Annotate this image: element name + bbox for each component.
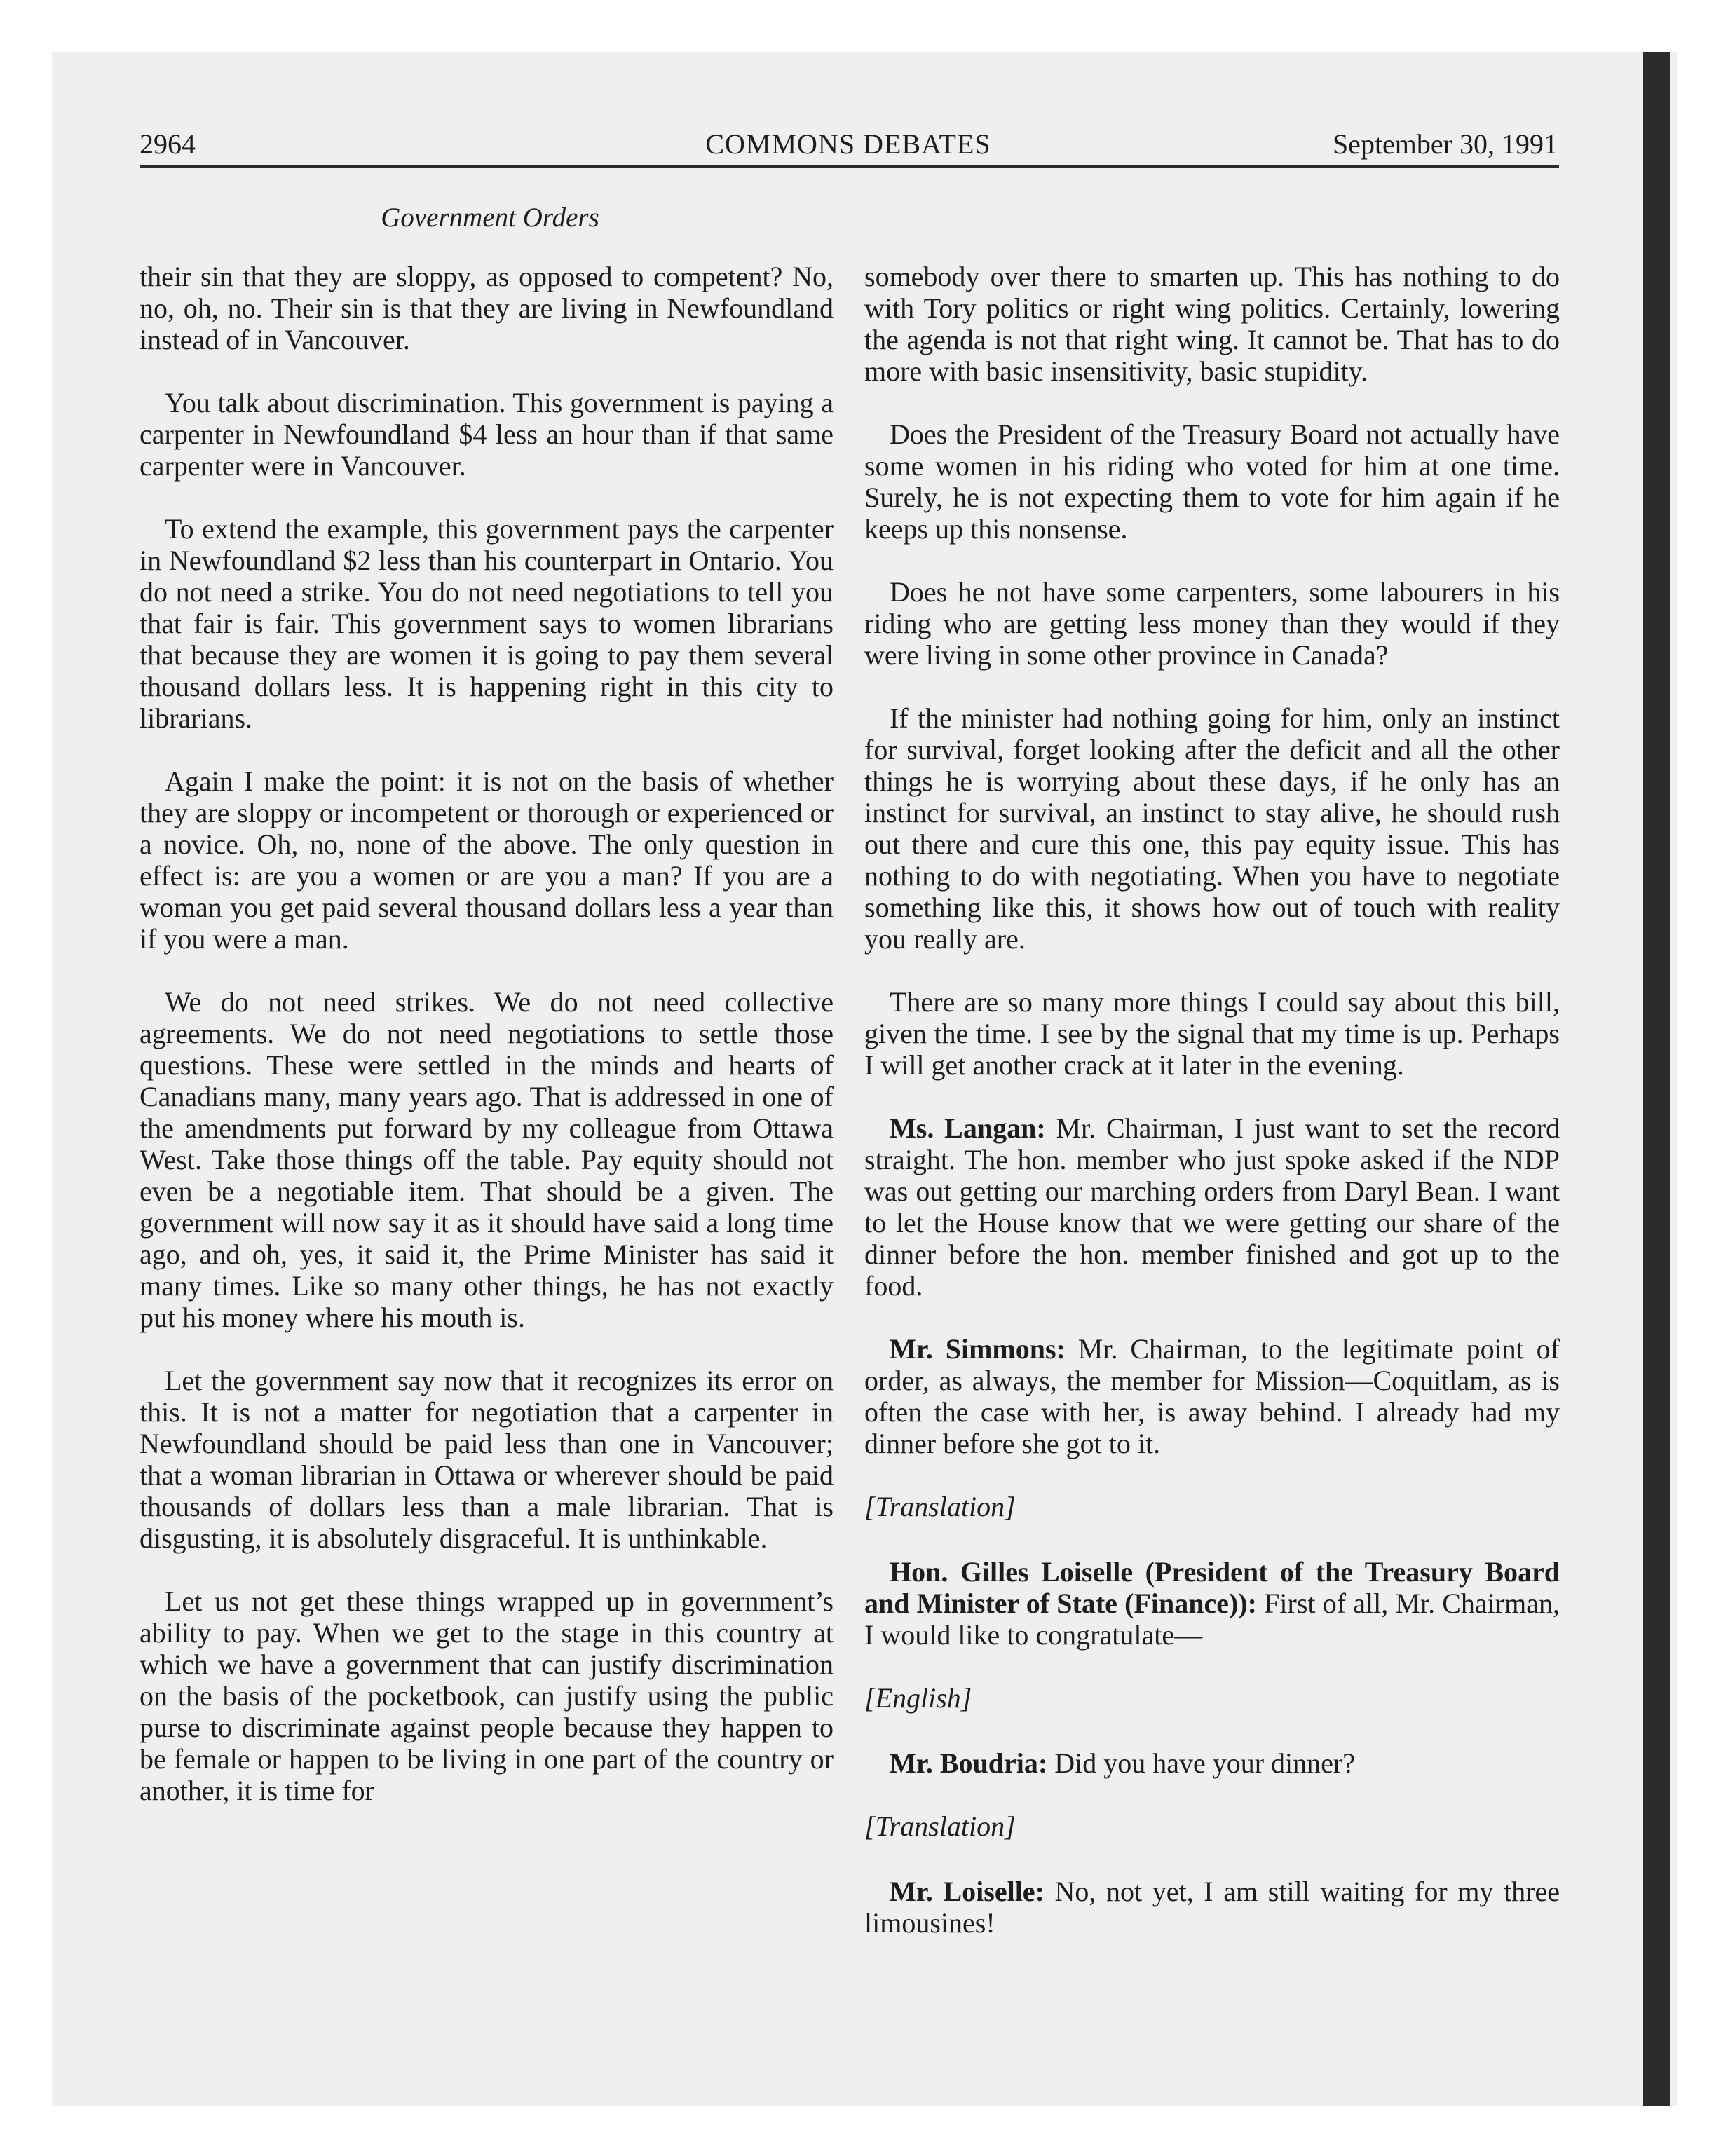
speech-text: Mr. Chairman, to the legitimate point of order, as always, the member for Mission—Coquitlam, as is often the case with her, is away behind. I already had my dinner before she got to it. (864, 1333, 1560, 1459)
paragraph: Does the President of the Treasury Board not actually have some women in his riding who voted for him at one time. Surely, he is not expecting them to vote for him again if he keeps up this nonsense. (864, 418, 1560, 545)
speech-text: First of all, Mr. Chairman, I would like to congratulate— (864, 1588, 1560, 1651)
right-column (864, 261, 1560, 1970)
speech-simmons (864, 1333, 1560, 1459)
paragraph: Let the government say now that it recognizes its error on this. It is not a matter for negotiation that a carpenter in Newfoundland should be paid less than one in Vancouver; that a woman librarian in Ottawa or wherever should be paid thousands of dollars less than a male librarian. That is disgusting, it is absolutely disgraceful. It is unthinkable. (140, 1365, 834, 1554)
speaker-name: Hon. Gilles Loiselle (President of the Treasury Board and Minister of State (Finance)): (864, 1556, 1560, 1619)
translation-tag: [Translation] (864, 1810, 1016, 1842)
publication-title: COMMONS DEBATES (705, 128, 991, 160)
speech-text: Did you have your dinner? (1047, 1747, 1355, 1779)
speech-loiselle (864, 1556, 1560, 1651)
paragraph: Does he not have some carpenters, some labourers in his riding who are getting less money than they would if they were living in some other province in Canada? (864, 576, 1560, 671)
speech-boudria (864, 1747, 1560, 1779)
language-tag: [English] (864, 1682, 972, 1714)
page-number: 2964 (140, 128, 196, 160)
speech-text: No, not yet, I am still waiting for my three limousines! (864, 1876, 1560, 1939)
speech-text: Mr. Chairman, I just want to set the record straight. The hon. member who just spoke asked if the NDP was out getting our marching orders from Daryl Bean. I want to let the House know that we were getting our share of the dinner before the hon. member finished and got up to the food. (864, 1112, 1560, 1302)
speaker-name: Mr. Boudria: (890, 1747, 1048, 1779)
header-rule (140, 165, 1559, 168)
paragraph: Again I make the point: it is not on the basis of whether they are sloppy or incompetent or thorough or experienced or a novice. Oh, no, none of the above. The only question in effect is: are you a women or are you a man? If you are a woman you get paid several thousand dollars less a year than if you were a man. (140, 765, 834, 955)
paragraph: You talk about discrimination. This government is paying a carpenter in Newfoundland $4 less an hour than if that same carpenter were in Vancouver. (140, 387, 834, 482)
publication-date: September 30, 1991 (1332, 128, 1558, 160)
paragraph: somebody over there to smarten up. This has nothing to do with Tory politics or right wing politics. Certainly, lowering the agenda is not that right wing. It cannot be. That has to do more with basic insensitivity, basic stupidity. (864, 261, 1560, 387)
left-column (140, 261, 834, 1838)
paragraph: their sin that they are sloppy, as opposed to competent? No, no, oh, no. Their sin is that they are living in Newfoundland instead of in Vancouver. (140, 261, 834, 355)
paragraph: Let us not get these things wrapped up in government’s ability to pay. When we get to the stage in this country at which we have a government that can justify discrimination on the basis of the pocketbook, can justify using the public purse to discriminate against people because they happen to be female or happen to be living in one part of the country or another, it is time for (140, 1585, 834, 1806)
speech-loiselle-2 (864, 1876, 1560, 1939)
paragraph: If the minister had nothing going for him, only an instinct for survival, forget looking after the deficit and all the other things he is worrying about these days, if he only has an instinct for survival, an instinct to stay alive, he should rush out there and cure this one, this pay equity issue. This has nothing to do with negotiating. When you have to negotiate something like this, it shows how out of touch with reality you really are. (864, 702, 1560, 955)
speaker-name: Ms. Langan: (890, 1112, 1046, 1144)
section-title: Government Orders (381, 203, 599, 233)
scan-edge-shadow (1643, 52, 1670, 2106)
paragraph: We do not need strikes. We do not need collective agreements. We do not need negotiations to settle those questions. These were settled in the minds and hearts of Canadians many, many years ago. That is addressed in one of the amendments put forward by my colleague from Ottawa West. Take those things off the table. Pay equity should not even be a negotiable item. That should be a given. The government will now say it as it should have said a long time ago, and oh, yes, it said it, the Prime Minister has said it many times. Like so many other things, he has not exactly put his money where his mouth is. (140, 986, 834, 1333)
translation-tag: [Translation] (864, 1491, 1016, 1522)
paragraph: There are so many more things I could say about this bill, given the time. I see by the signal that my time is up. Perhaps I will get another crack at it later in the evening. (864, 986, 1560, 1081)
paragraph: To extend the example, this government pays the carpenter in Newfoundland $2 less than his counterpart in Ontario. You do not need a strike. You do not need negotiations to tell you that fair is fair. This government says to women librarians that because they are women it is going to pay them several thousand dollars less. It is happening right in this city to librarians. (140, 513, 834, 734)
speaker-name: Mr. Simmons: (890, 1333, 1066, 1365)
speaker-name: Mr. Loiselle: (890, 1876, 1045, 1907)
speech-langan (864, 1112, 1560, 1302)
